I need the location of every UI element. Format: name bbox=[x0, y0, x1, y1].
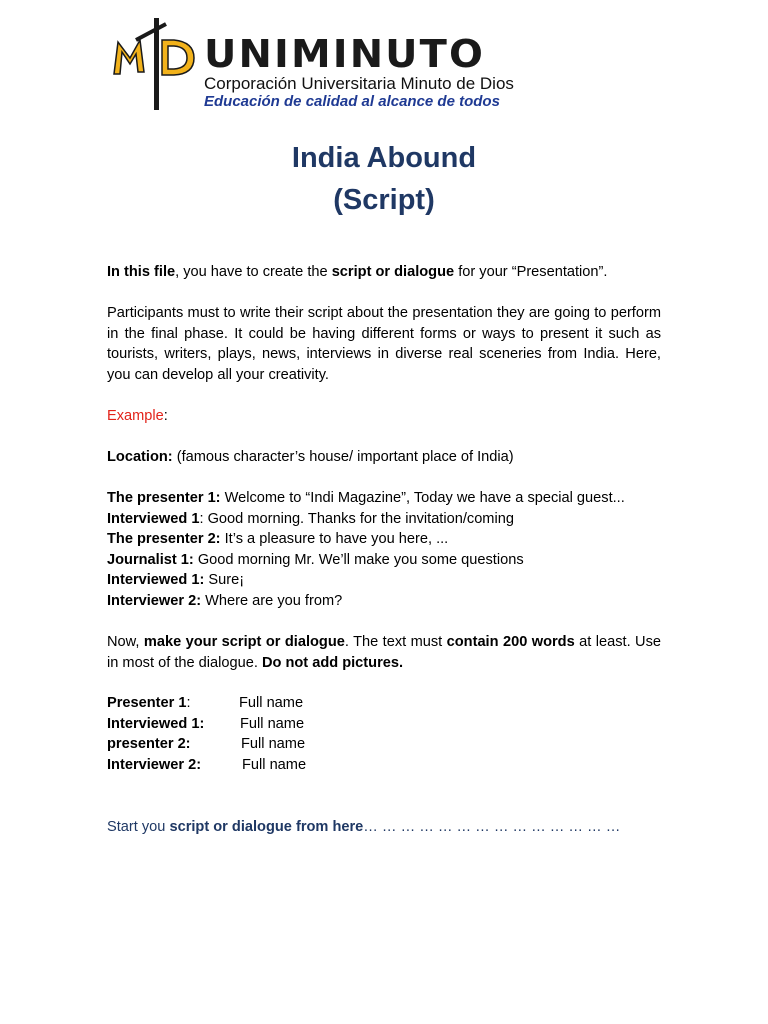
example-label: Example bbox=[107, 408, 164, 424]
md-emblem-text: MD bbox=[110, 14, 112, 15]
document-title: India Abound bbox=[291, 142, 477, 174]
role-row bbox=[107, 693, 507, 714]
role-row bbox=[107, 755, 507, 776]
dialogue-speaker: Interviewed 1 bbox=[107, 510, 200, 527]
now-text: . The text must bbox=[344, 634, 447, 650]
location-text: (famous character’s house/ important place of India) bbox=[172, 449, 514, 465]
example-heading bbox=[107, 406, 661, 427]
uniminuto-logo bbox=[110, 14, 610, 114]
role-label-text: Presenter 1 bbox=[107, 695, 187, 711]
location-line bbox=[107, 447, 661, 468]
logo-wordmark: UNIMINUTO bbox=[204, 32, 486, 76]
start-line bbox=[107, 817, 661, 838]
role-value: Full name bbox=[240, 715, 305, 732]
dialogue-text: It’s a pleasure to have you here, ... bbox=[220, 531, 449, 548]
dialogue-speaker: Journalist 1: bbox=[107, 551, 194, 568]
dialogue-text: : Good morning. Thanks for the invitation/coming bbox=[199, 510, 514, 527]
dialogue-line bbox=[107, 591, 661, 612]
intro-lead: In this file bbox=[107, 264, 176, 280]
role-row bbox=[107, 734, 507, 755]
intro-bold: script or dialogue bbox=[331, 264, 455, 280]
participants-paragraph: Participants must to write their script about the presentation they are going to perform in the final phase. It could be having different forms or ways to present it such as tourists, writers, plays, news, interviews in diverse real sceneries from India. Here, you can develop all your creativity. bbox=[107, 305, 661, 383]
role-value: Full name bbox=[242, 756, 307, 773]
role-value: Full name bbox=[241, 736, 306, 753]
dialogue-speaker: The presenter 1: bbox=[107, 490, 221, 506]
role-label: Interviewer 2: bbox=[107, 756, 202, 773]
role-label bbox=[107, 693, 191, 714]
start-dots: … … … … … … … … … … … … … … bbox=[363, 819, 621, 835]
location-label: Location: bbox=[107, 449, 173, 465]
md-emblem-icon bbox=[110, 14, 210, 114]
instructions-paragraph bbox=[107, 632, 661, 673]
role-label: Interviewed 1: bbox=[107, 715, 205, 732]
logo-institution-name: Corporación Universitaria Minuto de Dios bbox=[204, 74, 514, 93]
intro-mid: , you have to create the bbox=[175, 264, 332, 280]
now-text: at least. Use in most of the dialogue. bbox=[107, 634, 661, 671]
dialogue-text: Sure¡ bbox=[204, 572, 245, 589]
dialogue-line bbox=[107, 529, 661, 550]
dialogue-line bbox=[107, 550, 661, 571]
dialogue-speaker: The presenter 2: bbox=[107, 531, 221, 548]
dialogue-text: Where are you from? bbox=[201, 592, 343, 609]
intro-tail: for your “Presentation”. bbox=[454, 264, 608, 280]
dialogue-text: Good morning Mr. We’ll make you some questions bbox=[193, 551, 524, 568]
start-text: Start you bbox=[107, 819, 170, 835]
document-subtitle: (Script) bbox=[333, 184, 435, 216]
intro-paragraph bbox=[107, 262, 661, 283]
role-row bbox=[107, 714, 507, 735]
role-value: Full name bbox=[239, 695, 304, 711]
now-bold-words: contain 200 words bbox=[446, 634, 575, 650]
now-bold-script: make your script or dialogue bbox=[143, 634, 345, 650]
dialogue-line bbox=[107, 488, 661, 509]
dialogue-text: Welcome to “Indi Magazine”, Today we have a special guest... bbox=[220, 490, 625, 506]
dialogue-example bbox=[107, 488, 661, 612]
dialogue-line bbox=[107, 509, 661, 530]
role-label-suffix: : bbox=[186, 695, 191, 711]
now-text: Now, bbox=[107, 634, 144, 650]
start-bold: script or dialogue from here bbox=[169, 819, 364, 835]
dialogue-line bbox=[107, 570, 661, 591]
logo-slogan: Educación de calidad al alcance de todos bbox=[204, 93, 500, 110]
example-colon: : bbox=[163, 408, 168, 424]
dialogue-speaker: Interviewer 2: bbox=[107, 592, 202, 609]
roles-list bbox=[107, 693, 507, 775]
dialogue-speaker: Interviewed 1: bbox=[107, 572, 205, 589]
now-bold-no-pictures: Do not add pictures. bbox=[261, 654, 404, 671]
role-label: presenter 2: bbox=[107, 736, 191, 753]
